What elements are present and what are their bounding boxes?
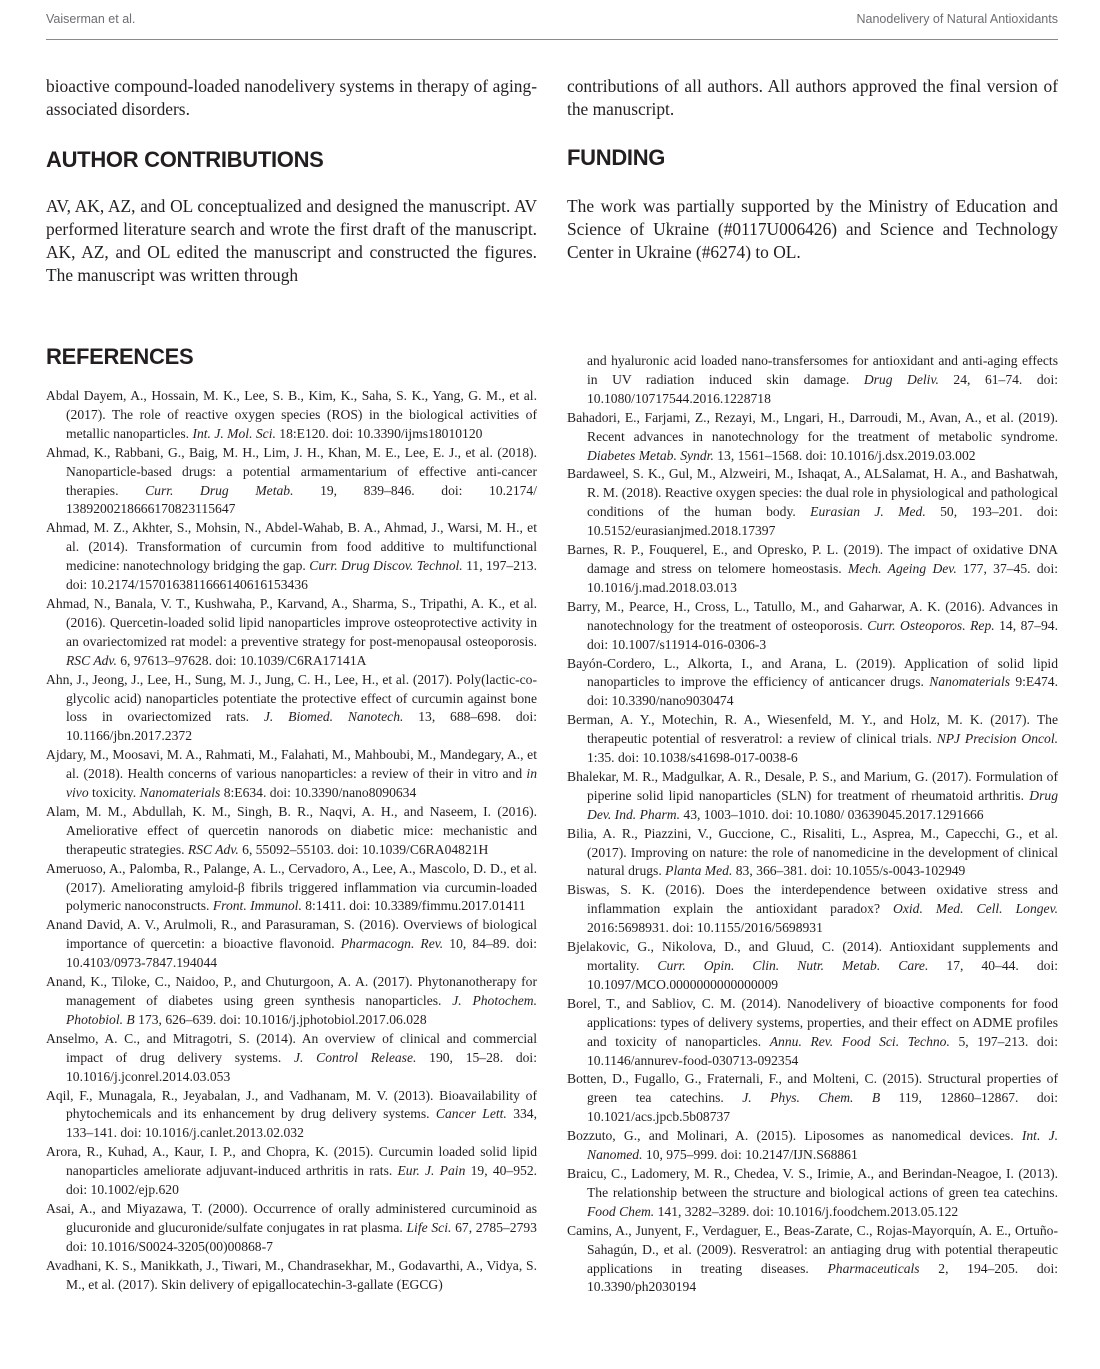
reference-entry	[567, 1222, 1058, 1298]
reference-text: Bilia, A. R., Piazzini, V., Guccione, C., Risaliti, L., Asprea, M., Capecchi, G., et al. (2017). Improving on nature: the role of nanomedicine in the development of clinical natural drugs.	[567, 825, 1058, 879]
reference-journal: Pharmacogn. Rev.	[340, 936, 444, 952]
reference-text: 173, 626–639. doi: 10.1016/j.jphotobiol.2017.06.028	[134, 1011, 427, 1027]
reference-journal: Nanomaterials	[929, 674, 1011, 690]
reference-text: 50, 193–201. doi: 10.5152/eurasianjmed.2018.17397	[587, 504, 1058, 539]
references-left-column	[46, 344, 537, 1295]
author-contributions-text: AV, AK, AZ, and OL conceptualized and designed the manuscript. AV performed literature search and wrote the first draft of the manuscript. AK, AZ, and OL edited the manuscript and constructed the figures. The manuscript was written through	[46, 196, 537, 285]
reference-journal: J. Biomed. Nanotech.	[263, 709, 404, 725]
reference-journal: Life Sci.	[406, 1219, 452, 1235]
reference-journal: Planta Med.	[665, 863, 733, 879]
reference-text: Bjelakovic, G., Nikolova, D., and Gluud, C. (2014). Antioxidant supplements and mortality.	[567, 939, 1058, 973]
reference-text: Bayón-Cordero, L., Alkorta, I., and Arana, L. (2019). Application of solid lipid nanoparticles to improve the efficiency of anticancer drugs.	[567, 655, 1058, 690]
reference-text: Anand David, A. V., Arulmoli, R., and Parasuraman, S. (2016). Overviews of biological importance of quercetin: a bioactive flavonoid.	[46, 917, 537, 952]
funding-text: The work was partially supported by the Ministry of Education and Science of Ukraine (#0117U006426) and Science and Technology Center in Ukraine (#6274) to OL.	[567, 196, 1058, 262]
reference-text: Avadhani, K. S., Manikkath, J., Tiwari, M., Chandrasekhar, M., Godavarthi, A., Vidya, S. M., et al. (2017). Skin delivery of epigallocatechin-3-gallate (EGCG)	[46, 1257, 537, 1292]
reference-entry	[46, 519, 537, 595]
reference-text: Ahmad, M. Z., Akhter, S., Mohsin, N., Abdel-Wahab, B. A., Ahmad, J., Warsi, M. H., et al. (2014). Transformation of curcumin from food additive to multifunctional medicine: nanotechnology bridging the gap.	[46, 520, 537, 574]
reference-entry	[46, 1200, 537, 1257]
reference-text: Ahmad, K., Rabbani, G., Baig, M. H., Lim, J. H., Khan, M. E., Lee, E. J., et al. (2018). Nanoparticle-based drugs: a potential armamentarium of effective anti-cancer therapies.	[46, 444, 537, 498]
reference-text: 9:E474. doi: 10.3390/nano9030474	[587, 674, 1058, 709]
reference-entry	[46, 860, 537, 917]
reference-journal: Curr. Opin. Clin. Nutr. Metab. Care.	[657, 958, 929, 973]
reference-text: 6, 55092–55103. doi: 10.1039/C6RA04821H	[238, 841, 489, 857]
reference-entry	[567, 1070, 1058, 1127]
reference-entry	[567, 711, 1058, 768]
reference-journal: Curr. Osteoporos. Rep.	[867, 617, 995, 633]
reference-text: Biswas, S. K. (2016). Does the interdependence between oxidative stress and inflammation explain the antioxidant paradox?	[567, 882, 1058, 917]
reference-journal: Eurasian J. Med.	[810, 504, 926, 520]
reference-text: 334, 133–141. doi: 10.1016/j.canlet.2013.02.032	[66, 1106, 537, 1141]
author-contributions-heading: AUTHOR CONTRIBUTIONS	[46, 147, 324, 172]
reference-journal: Diabetes Metab. Syndr.	[587, 447, 714, 463]
reference-text: 19, 40–952. doi: 10.1002/ejp.620	[66, 1163, 538, 1198]
reference-text: 2, 194–205. doi: 10.3390/ph2030194	[587, 1260, 1058, 1295]
reference-journal: Int. J. Mol. Sci.	[192, 425, 276, 441]
reference-entry	[567, 655, 1058, 712]
references-list-left	[46, 387, 537, 1295]
reference-text: Braicu, C., Ladomery, M. R., Chedea, V. S., Irimie, A., and Berindan-Neagoe, I. (2013). The relationship between the structure and biological actions of green tea catechins.	[567, 1165, 1058, 1200]
reference-entry	[567, 465, 1058, 541]
reference-text: Botten, D., Fugallo, G., Fraternali, F., and Molteni, C. (2015). Structural properties of green tea catechins.	[567, 1071, 1058, 1106]
reference-text: Berman, A. Y., Motechin, R. A., Wiesenfeld, M. Y., and Holz, M. K. (2017). The therapeutic potential of resveratrol: a review of clinical trials.	[567, 712, 1058, 747]
header-rule	[46, 39, 1058, 40]
reference-journal: Front. Immunol.	[212, 898, 302, 914]
reference-text: 2016:5698931. doi: 10.1155/2016/5698931	[587, 920, 823, 936]
reference-entry	[567, 881, 1058, 938]
reference-journal: J. Control Release.	[294, 1049, 417, 1065]
reference-entry	[46, 1257, 537, 1295]
reference-text: Arora, R., Kuhad, A., Kaur, I. P., and Chopra, K. (2015). Curcumin loaded solid lipid nanoparticles ameliorate adjuvant-induced arthritis in rats.	[46, 1144, 537, 1179]
reference-entry	[46, 803, 537, 860]
reference-text: 177, 37–45. doi: 10.1016/j.mad.2018.03.013	[587, 560, 1058, 595]
reference-text: 8:E634. doi: 10.3390/nano8090634	[220, 785, 417, 801]
reference-text: Bardaweel, S. K., Gul, M., Alzweiri, M., Ishaqat, A., ALSalamat, H. A., and Bashatwah, R. M. (2018). Reactive oxygen species: the dual role in physiological and pathological conditions of the human body.	[567, 466, 1058, 520]
reference-text: Ahn, J., Jeong, J., Lee, H., Sung, M. J., Jung, C. H., Lee, H., et al. (2017). Poly(lactic-co-glycolic acid) nanoparticles potentiate the protective effect of curcumin against bone loss in ovariectomized rats.	[46, 671, 537, 725]
reference-text: Ajdary, M., Moosavi, M. A., Rahmati, M., Falahati, M., Mahboubi, M., Mandegary, A., et al. (2018). Health concerns of various nanoparticles: a review of their in vitro and	[46, 747, 537, 782]
references-heading: REFERENCES	[46, 344, 194, 369]
reference-entry	[567, 938, 1058, 995]
reference-text: Bahadori, E., Farjami, Z., Rezayi, M., Lngari, H., Darroudi, M., Avan, A., et al. (2019). Recent advances in nanotechnology for the treatment of metabolic syndrome.	[567, 409, 1058, 444]
reference-journal: Food Chem.	[587, 1203, 655, 1219]
reference-journal: RSC Adv.	[187, 841, 239, 857]
reference-entry	[567, 1127, 1058, 1165]
reference-entry	[46, 1087, 537, 1144]
reference-text: Ahmad, N., Banala, V. T., Kushwaha, P., Karvand, A., Sharma, S., Tripathi, A. K., et al. (2016). Quercetin-loaded solid lipid nanoparticles improve osteoprotective activity in an ovariectomized rat model: a preventive strategy for post-menopausal osteoporosis.	[46, 595, 537, 649]
reference-text: 18:E120. doi: 10.3390/ijms18010120	[275, 425, 483, 441]
reference-text: 10, 84–89. doi: 10.4103/0973-7847.194044	[66, 936, 537, 971]
reference-text: Aqil, F., Munagala, R., Jeyabalan, J., and Vadhanam, M. V. (2013). Bioavailability of phytochemicals and its enhancement by drug delivery systems.	[46, 1087, 537, 1122]
intro-continuation-right: contributions of all authors. All authors approved the final version of the manuscript.	[567, 76, 1058, 119]
reference-text: Barry, M., Pearce, H., Cross, L., Tatullo, M., and Gaharwar, A. K. (2016). Advances in nanotechnology for the treatment of osteoporosis.	[567, 598, 1058, 633]
reference-text: Anand, K., Tiloke, C., Naidoo, P., and Chuturgoon, A. A. (2017). Phytonanotherapy for management of diabetes using green synthesis nanoparticles.	[46, 974, 537, 1008]
reference-journal: Curr. Drug Discov. Technol.	[309, 558, 463, 574]
reference-text: 14, 87–94. doi: 10.1007/s11914-016-0306-3	[587, 617, 1058, 652]
running-header	[46, 10, 1058, 40]
reference-entry	[567, 541, 1058, 598]
reference-text: 1:35. doi: 10.1038/s41698-017-0038-6	[587, 750, 798, 766]
reference-journal: Drug Dev. Ind. Pharm.	[587, 787, 1058, 822]
reference-text: toxicity.	[88, 785, 140, 801]
reference-entry	[46, 671, 537, 747]
references-right-column	[567, 352, 1058, 1297]
reference-text: 190, 15–28. doi: 10.1016/j.jconrel.2014.03.053	[66, 1049, 537, 1084]
running-header-title: Nanodelivery of Natural Antioxidants	[856, 12, 1058, 26]
running-header-authors: Vaiserman et al.	[46, 12, 136, 26]
reference-text: 10, 975–999. doi: 10.2147/IJN.S68861	[642, 1147, 858, 1163]
reference-journal: Mech. Ageing Dev.	[847, 560, 957, 576]
reference-entry	[46, 444, 537, 520]
reference-continuation	[567, 352, 1058, 409]
reference-journal: RSC Adv.	[66, 652, 117, 668]
reference-text: 13, 688–698. doi: 10.1166/jbn.2017.2372	[66, 709, 537, 744]
reference-text: 43, 1003–1010. doi: 10.1080/ 03639045.2017.1291666	[680, 806, 984, 822]
reference-text: 141, 3282–3289. doi: 10.1016/j.foodchem.2013.05.122	[654, 1203, 959, 1219]
references-list-right	[567, 352, 1058, 1297]
reference-journal: Curr. Drug Metab.	[145, 482, 294, 498]
reference-text: 17, 40–44. doi: 10.1097/MCO.0000000000000009	[587, 958, 1058, 992]
reference-entry	[567, 825, 1058, 882]
reference-entry	[46, 595, 537, 671]
funding-section	[567, 145, 1058, 264]
reference-journal: in vivo	[66, 766, 537, 801]
reference-text: 83, 366–381. doi: 10.1055/s-0043-102949	[732, 863, 966, 879]
reference-text: Alam, M. M., Abdullah, K. M., Singh, B. R., Naqvi, A. H., and Naseem, I. (2016). Ameliorative effect of quercetin nanorods on diabetic mice: mechanistic and therapeutic strategies.	[46, 803, 537, 857]
reference-text: Camins, A., Junyent, F., Verdaguer, E., Beas-Zarate, C., Rojas-Mayorquín, A. E., Ortuño-Sahagún, D., et al. (2009). Resveratrol: an antiaging drug with potential therapeutic applications in treating diseases.	[567, 1222, 1058, 1276]
reference-text: Anselmo, A. C., and Mitragotri, S. (2014). An overview of clinical and commercial impact of drug delivery systems.	[46, 1030, 537, 1065]
intro-continuation-left: bioactive compound-loaded nanodelivery systems in therapy of aging-associated disorders.	[46, 76, 537, 119]
reference-journal: Eur. J. Pain	[397, 1163, 466, 1179]
reference-text: Asai, A., and Miyazawa, T. (2000). Occurrence of orally administered curcuminoid as glucuronide and glucuronide/sulfate conjugates in rat plasma.	[46, 1200, 537, 1235]
reference-text: 6, 97613–97628. doi: 10.1039/C6RA17141A	[116, 652, 367, 668]
reference-entry	[46, 1143, 537, 1200]
reference-entry	[46, 746, 537, 803]
reference-entry	[46, 916, 537, 973]
reference-text: 13, 1561–1568. doi: 10.1016/j.dsx.2019.03.002	[713, 447, 976, 463]
reference-entry	[567, 598, 1058, 655]
funding-heading: FUNDING	[567, 145, 666, 170]
reference-text: Borel, T., and Sabliov, C. M. (2014). Nanodelivery of bioactive components for food applications: types of delivery systems, properties, and their effect on ADME profiles and toxicity of nanoparticles.	[567, 995, 1058, 1049]
right-column-top	[567, 75, 1058, 121]
reference-journal: Annu. Rev. Food Sci. Techno.	[769, 1033, 950, 1049]
reference-entry	[46, 1030, 537, 1087]
reference-journal: J. Phys. Chem. B	[742, 1090, 881, 1106]
author-contributions-section	[46, 147, 537, 287]
reference-journal: Cancer Lett.	[435, 1106, 507, 1122]
reference-text: and hyaluronic acid loaded nano-transfersomes for antioxidant and anti-aging effects in UV radiation induced skin damage.	[587, 353, 1058, 387]
reference-text: Barnes, R. P., Fouquerel, E., and Opresko, P. L. (2019). The impact of oxidative DNA damage and stress on telomere homeostasis.	[567, 542, 1058, 576]
reference-text: 19, 839–846. doi: 10.2174/ 1389200218666170823115647	[66, 482, 537, 517]
reference-entry	[46, 973, 537, 1030]
reference-journal: Pharmaceuticals	[827, 1260, 920, 1276]
reference-journal: Oxid. Med. Cell. Longev.	[893, 901, 1059, 917]
reference-text: 24, 61–74. doi: 10.1080/10717544.2016.1228718	[587, 371, 1059, 406]
reference-journal: NPJ Precision Oncol.	[936, 731, 1058, 747]
reference-text: 8:1411. doi: 10.3389/fimmu.2017.01411	[301, 898, 526, 914]
reference-text: Bhalekar, M. R., Madgulkar, A. R., Desale, P. S., and Marium, G. (2017). Formulation of piperine solid lipid nanoparticles (SLN) for treatment of rheumatoid arthritis.	[567, 768, 1058, 803]
reference-text: Bozzuto, G., and Molinari, A. (2015). Liposomes as nanomedical devices.	[567, 1128, 1022, 1144]
reference-entry	[567, 995, 1058, 1071]
reference-text: Abdal Dayem, A., Hossain, M. K., Lee, S. B., Kim, K., Saha, S. K., Yang, G. M., et al. (2017). The role of reactive oxygen species (ROS) in the biological activities of metallic nanoparticles.	[46, 388, 537, 441]
reference-text: 67, 2785–2793 doi: 10.1016/S0024-3205(00)00868-7	[66, 1219, 537, 1254]
reference-entry	[567, 768, 1058, 825]
reference-journal: Int. J. Nanomed.	[587, 1128, 1058, 1163]
reference-journal: Drug Deliv.	[863, 371, 939, 387]
reference-entry	[567, 1165, 1058, 1222]
reference-text: 119, 12860–12867. doi: 10.1021/acs.jpcb.5b08737	[587, 1090, 1059, 1125]
reference-text: 11, 197–213. doi: 10.2174/1570163811666140616153436	[66, 558, 537, 593]
left-column-top	[46, 75, 537, 121]
reference-journal: J. Photochem. Photobiol. B	[66, 993, 537, 1027]
reference-text: Ameruoso, A., Palomba, R., Palange, A. L., Cervadoro, A., Lee, A., Mascolo, D. D., et al. (2017). Ameliorating amyloid-β fibrils triggered inflammation via curcumin-loaded polymeric nanoconstructs.	[46, 860, 537, 914]
reference-journal: Nanomaterials	[139, 785, 221, 801]
reference-entry	[567, 409, 1058, 466]
reference-text: 5, 197–213. doi: 10.1146/annurev-food-030713-092354	[587, 1033, 1058, 1068]
reference-entry	[46, 387, 537, 444]
